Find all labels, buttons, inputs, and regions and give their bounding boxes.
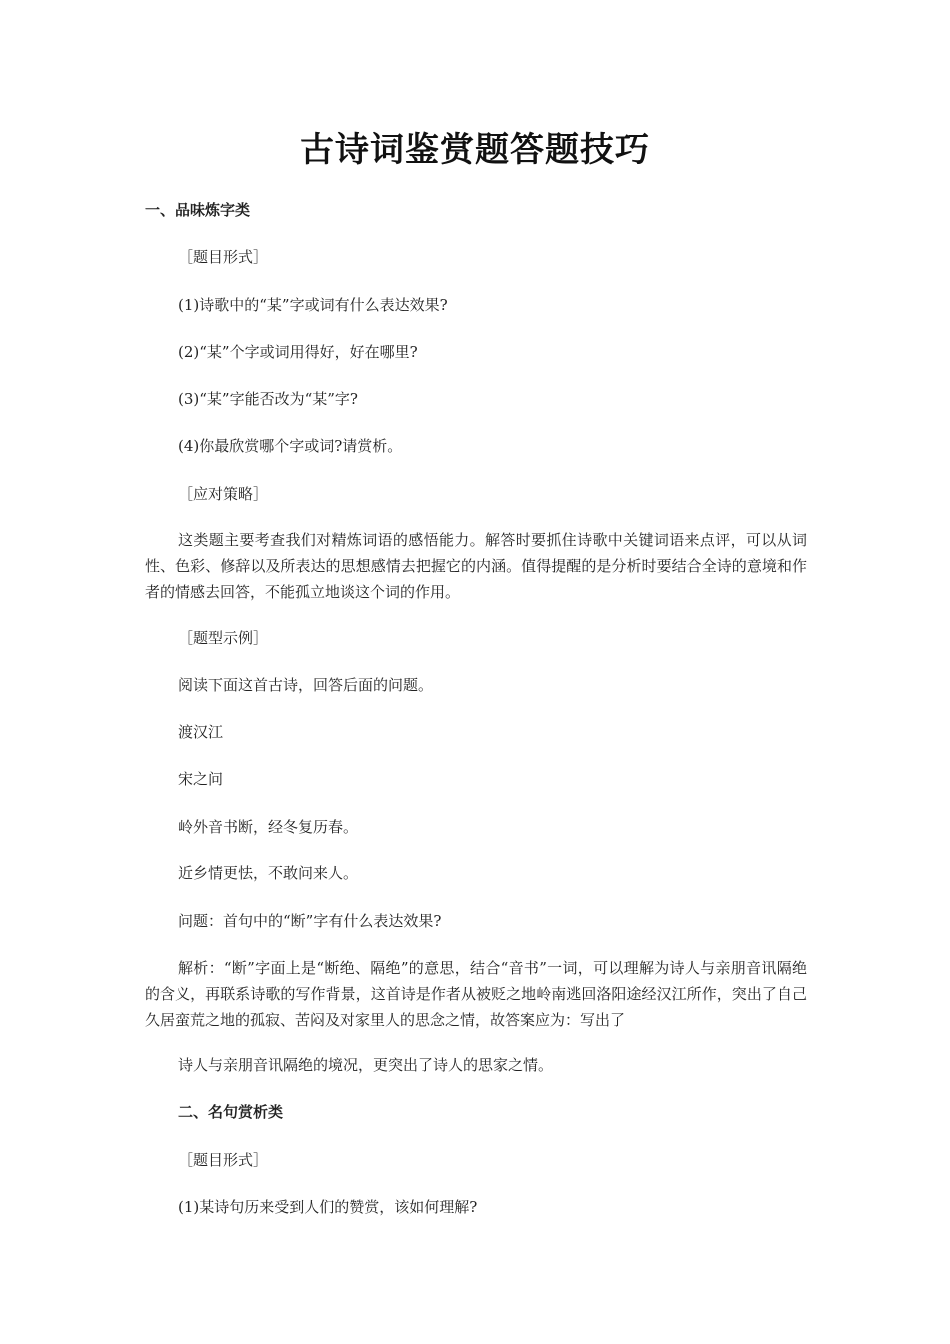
question-item-4: (4)你最欣赏哪个字或词?请赏析。 — [178, 437, 403, 455]
strategy-label: ［应对策略］ — [178, 485, 269, 503]
question-form-label-2: ［题目形式］ — [178, 1151, 269, 1169]
example-intro: 阅读下面这首古诗，回答后面的问题。 — [178, 676, 434, 694]
question-item-2-1: (1)某诗句历来受到人们的赞赏，该如何理解? — [178, 1198, 478, 1216]
example-question: 问题：首句中的“断”字有什么表达效果? — [178, 912, 442, 930]
poem-line-1: 岭外音书断，经冬复历春。 — [178, 818, 359, 836]
strategy-paragraph: 这类题主要考查我们对精炼词语的感悟能力。解答时要抓住诗歌中关键词语来点评，可以从词性、色彩、修辞以及所表达的思想感情去把握它的内涵。值得提醒的是分析时要结合全诗的意境和作者的情感去回答，不能孤立地谈这个词的作用。 — [145, 531, 807, 601]
question-item-3: (3)“某”字能否改为“某”字? — [178, 390, 358, 408]
document-title: 古诗词鉴赏题答题技巧 — [300, 130, 650, 170]
poem-author: 宋之问 — [178, 770, 224, 788]
question-item-1: (1)诗歌中的“某”字或词有什么表达效果? — [178, 296, 448, 314]
poem-title: 渡汉江 — [178, 723, 224, 741]
analysis-continuation: 诗人与亲朋音讯隔绝的境况，更突出了诗人的思家之情。 — [178, 1056, 554, 1074]
section-heading-1: 一、品味炼字类 — [145, 201, 251, 219]
poem-line-2: 近乡情更怯，不敢问来人。 — [178, 864, 359, 882]
question-item-2: (2)“某”个字或词用得好，好在哪里? — [178, 343, 418, 361]
section-heading-2: 二、名句赏析类 — [178, 1103, 284, 1121]
analysis-paragraph: 解析：“断”字面上是“断绝、隔绝”的意思，结合“音书”一词，可以理解为诗人与亲朋音讯隔绝的含义，再联系诗歌的写作背景，这首诗是作者从被贬之地岭南逃回洛阳途经汉江所作，突出了自己久居蛮荒之地的孤寂、苦闷及对家里人的思念之情，故答案应为：写出了 — [145, 959, 807, 1029]
question-form-label: ［题目形式］ — [178, 248, 269, 266]
example-label: ［题型示例］ — [178, 629, 269, 647]
